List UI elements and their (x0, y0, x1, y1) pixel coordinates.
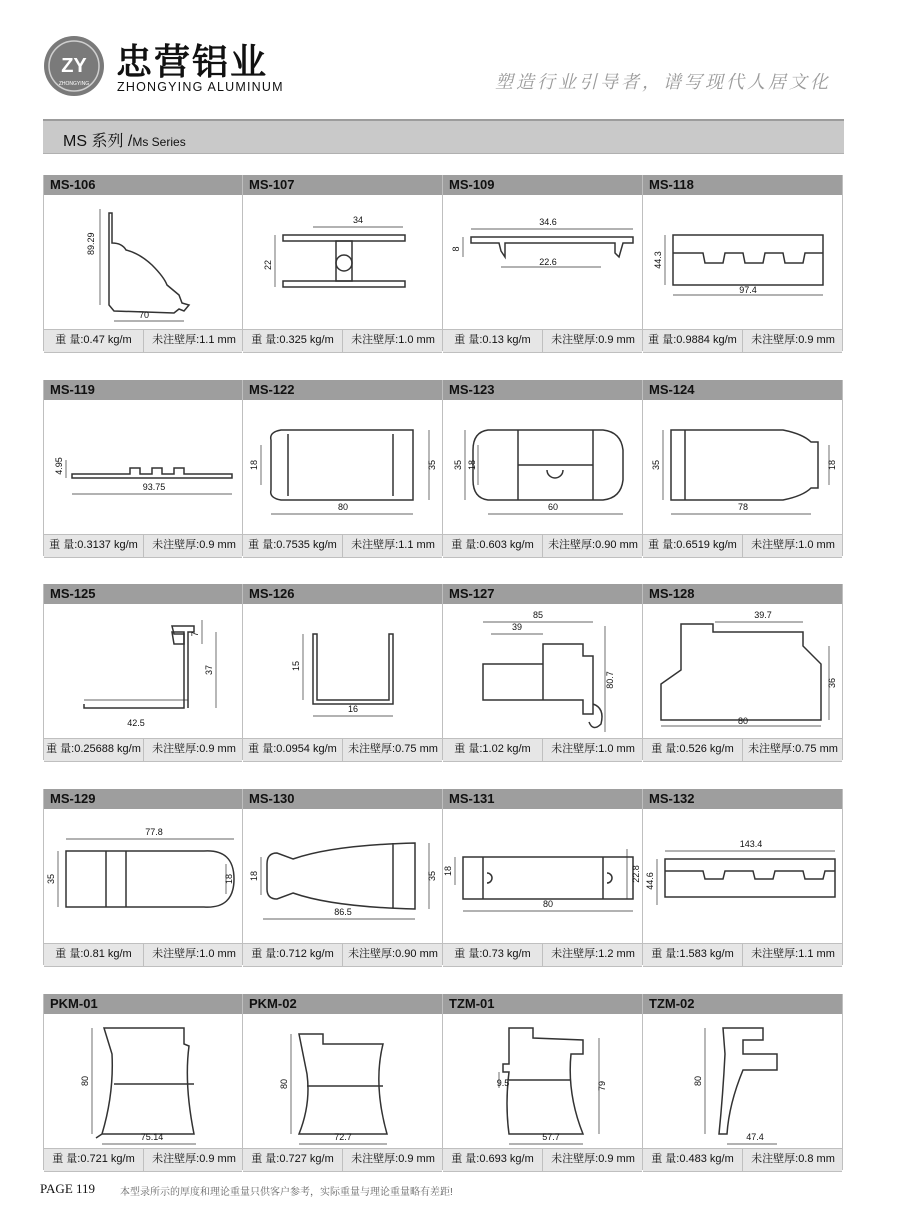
thickness-cell (343, 535, 443, 557)
profile-code: MS-123 (443, 380, 642, 400)
dimension-label: 34.6 (539, 217, 557, 227)
profile-card (43, 994, 243, 1170)
thickness-cell (144, 330, 244, 352)
dimension-label: 22 (263, 259, 273, 271)
weight-value: 0.13 kg/m (482, 334, 531, 346)
brand-name-en: ZHONGYING ALUMINUM (117, 80, 284, 94)
thickness-value: 0.9 mm (798, 334, 835, 346)
profile-card (243, 175, 443, 351)
thickness-value: 0.90 mm (395, 948, 438, 960)
thickness-label: 未注壁厚: (751, 1153, 799, 1165)
weight-cell (443, 739, 543, 761)
weight-label: 重 量: (52, 1153, 81, 1165)
thickness-label: 未注壁厚: (152, 334, 200, 346)
dimension-label: 18 (249, 459, 259, 471)
profile-card (643, 994, 843, 1170)
dimension-label: 80.7 (605, 671, 615, 689)
weight-label: 重 量: (46, 743, 75, 755)
dimension-label: 22.8 (631, 865, 641, 883)
thickness-label: 未注壁厚: (551, 743, 599, 755)
thickness-label: 未注壁厚: (348, 948, 396, 960)
dimension-label: 80 (693, 1075, 703, 1087)
weight-cell (643, 944, 743, 966)
profile-code: MS-109 (443, 175, 642, 195)
dimension-label: 4.95 (54, 457, 64, 475)
thickness-cell (144, 1149, 244, 1171)
dimension-label: 15 (291, 660, 301, 672)
dimension-label: 80 (542, 899, 554, 909)
weight-label: 重 量: (451, 539, 480, 551)
profile-drawing (243, 1014, 442, 1148)
profile-drawing (44, 809, 242, 943)
profile-spec-bar (443, 1148, 642, 1172)
dimension-label: 9.5 (496, 1078, 510, 1088)
thickness-label: 未注壁厚: (351, 539, 399, 551)
dimension-label: 57.7 (542, 1132, 560, 1142)
weight-label: 重 量: (248, 743, 277, 755)
profile-section-diagram (243, 604, 443, 738)
weight-cell (643, 330, 743, 352)
weight-label: 重 量: (651, 743, 680, 755)
weight-value: 0.325 kg/m (279, 334, 334, 346)
thickness-label: 未注壁厚: (351, 1153, 399, 1165)
dimension-label: 85 (532, 610, 544, 620)
profile-code: MS-128 (643, 584, 842, 604)
profile-code: MS-127 (443, 584, 642, 604)
weight-cell (243, 1149, 343, 1171)
profile-drawing (643, 195, 842, 329)
profile-card (43, 584, 243, 760)
dimension-label: 35 (453, 459, 463, 471)
thickness-cell (743, 330, 843, 352)
profile-drawing (643, 400, 842, 534)
dimension-label: 18 (249, 870, 259, 882)
weight-label: 重 量: (648, 539, 677, 551)
profile-card (243, 994, 443, 1170)
thickness-label: 未注壁厚: (152, 948, 200, 960)
profile-drawing (443, 400, 642, 534)
profile-section-diagram (44, 809, 244, 943)
profile-card (243, 380, 443, 556)
thickness-cell (144, 739, 244, 761)
thickness-label: 未注壁厚: (351, 334, 399, 346)
weight-cell (243, 330, 343, 352)
dimension-label: 16 (347, 704, 359, 714)
profile-drawing (243, 400, 442, 534)
profile-section-diagram (44, 195, 244, 329)
series-title-bar (43, 119, 844, 154)
profile-spec-bar (443, 329, 642, 353)
profile-card (643, 789, 843, 965)
weight-cell (443, 1149, 543, 1171)
thickness-label: 未注壁厚: (152, 1153, 200, 1165)
thickness-value: 1.0 mm (199, 948, 236, 960)
profile-drawing (443, 195, 642, 329)
dimension-label: 22.6 (539, 257, 557, 267)
profile-section-diagram (44, 604, 244, 738)
thickness-value: 0.9 mm (598, 334, 635, 346)
weight-value: 0.9884 kg/m (676, 334, 737, 346)
profile-card (443, 994, 643, 1170)
logo-text: ZY (61, 55, 87, 77)
weight-value: 0.0954 kg/m (276, 743, 337, 755)
dimension-label: 77.8 (145, 827, 163, 837)
thickness-cell (343, 330, 443, 352)
profile-section-diagram (643, 400, 843, 534)
dimension-label: 78 (737, 502, 749, 512)
profile-spec-bar (44, 738, 242, 762)
thickness-cell (144, 944, 244, 966)
thickness-label: 未注壁厚: (152, 539, 200, 551)
brand-name-cn: 忠营铝业 (116, 42, 269, 83)
profile-spec-bar (243, 1148, 442, 1172)
weight-label: 重 量: (55, 948, 84, 960)
dimension-label: 143.4 (739, 839, 763, 849)
profile-spec-bar (643, 534, 842, 558)
dimension-label: 60 (547, 502, 559, 512)
dimension-label: 18 (443, 865, 453, 877)
weight-value: 0.712 kg/m (279, 948, 334, 960)
weight-value: 0.25688 kg/m (74, 743, 141, 755)
thickness-label: 未注壁厚: (551, 334, 599, 346)
weight-cell (643, 1149, 743, 1171)
profile-drawing (44, 400, 242, 534)
page-number: PAGE 119 (40, 1181, 96, 1196)
weight-cell (44, 1149, 144, 1171)
thickness-cell (543, 739, 643, 761)
profile-section-diagram (243, 195, 443, 329)
thickness-value: 0.9 mm (398, 1153, 435, 1165)
dimension-label: 42.5 (127, 718, 145, 728)
weight-label: 重 量: (248, 539, 277, 551)
weight-cell (44, 944, 144, 966)
weight-cell (243, 739, 343, 761)
profile-drawing (643, 809, 842, 943)
weight-label: 重 量: (651, 1153, 680, 1165)
dimension-label: 97.4 (739, 285, 757, 295)
profile-section-diagram (243, 400, 443, 534)
profile-section-diagram (643, 604, 843, 738)
profile-row (43, 175, 844, 351)
profile-section-diagram (44, 400, 244, 534)
profile-spec-bar (243, 329, 442, 353)
dimension-label: 75.14 (140, 1132, 164, 1142)
dimension-label: 18 (224, 873, 234, 885)
weight-label: 重 量: (55, 334, 84, 346)
profile-card (443, 584, 643, 760)
profile-code: MS-130 (243, 789, 442, 809)
dimension-label: 44.3 (653, 251, 663, 269)
profile-code: MS-124 (643, 380, 842, 400)
thickness-value: 1.1 mm (199, 334, 236, 346)
weight-label: 重 量: (651, 948, 680, 960)
weight-value: 0.526 kg/m (679, 743, 734, 755)
thickness-cell (543, 535, 643, 557)
weight-cell (443, 330, 543, 352)
thickness-value: 0.9 mm (598, 1153, 635, 1165)
profile-spec-bar (643, 329, 842, 353)
profile-drawing (44, 1014, 242, 1148)
thickness-label: 未注壁厚: (751, 948, 799, 960)
dimension-label: 80 (737, 716, 749, 726)
thickness-value: 0.8 mm (798, 1153, 835, 1165)
dimension-label: 93.75 (142, 482, 166, 492)
weight-value: 0.721 kg/m (80, 1153, 135, 1165)
profile-section-diagram (643, 1014, 843, 1148)
thickness-cell (743, 1149, 843, 1171)
weight-cell (443, 535, 543, 557)
weight-value: 0.727 kg/m (279, 1153, 334, 1165)
profile-section-diagram (443, 809, 643, 943)
weight-value: 0.483 kg/m (679, 1153, 734, 1165)
page-header (0, 0, 900, 110)
profile-drawing (243, 604, 442, 738)
dimension-label: 44.6 (645, 872, 655, 890)
dimension-label: 79 (597, 1080, 607, 1092)
weight-label: 重 量: (49, 539, 78, 551)
profile-section-diagram (243, 809, 443, 943)
profile-row (43, 789, 844, 965)
thickness-value: 1.1 mm (798, 948, 835, 960)
profile-section-diagram (643, 809, 843, 943)
profile-spec-bar (44, 1148, 242, 1172)
weight-value: 1.583 kg/m (679, 948, 734, 960)
profile-code: PKM-02 (243, 994, 442, 1014)
profile-section-diagram (443, 1014, 643, 1148)
profile-card (643, 380, 843, 556)
dimension-label: 7 (190, 631, 200, 637)
profile-spec-bar (443, 943, 642, 967)
profile-code: MS-129 (44, 789, 242, 809)
profile-spec-bar (44, 943, 242, 967)
profile-drawing (643, 604, 842, 738)
thickness-cell (743, 739, 843, 761)
thickness-value: 0.9 mm (199, 1153, 236, 1165)
dimension-label: 80 (337, 502, 349, 512)
profile-spec-bar (643, 1148, 842, 1172)
thickness-cell (743, 535, 843, 557)
profile-code: MS-106 (44, 175, 242, 195)
profile-card (43, 789, 243, 965)
profile-code: MS-119 (44, 380, 242, 400)
dimension-label: 8 (451, 246, 461, 252)
profile-drawing (243, 195, 442, 329)
profile-drawing (443, 1014, 642, 1148)
thickness-cell (543, 1149, 643, 1171)
thickness-label: 未注壁厚: (751, 539, 799, 551)
profile-row (43, 584, 844, 760)
profile-code: MS-118 (643, 175, 842, 195)
profile-spec-bar (243, 943, 442, 967)
dimension-label: 39.7 (754, 610, 772, 620)
weight-label: 重 量: (251, 1153, 280, 1165)
weight-cell (44, 535, 144, 557)
weight-value: 1.02 kg/m (482, 743, 531, 755)
profile-spec-bar (643, 738, 842, 762)
dimension-label: 35 (427, 870, 437, 882)
dimension-label: 80 (279, 1078, 289, 1090)
weight-label: 重 量: (454, 948, 483, 960)
dimension-label: 34 (352, 215, 364, 225)
thickness-label: 未注壁厚: (548, 539, 596, 551)
thickness-value: 0.75 mm (795, 743, 838, 755)
weight-label: 重 量: (251, 334, 280, 346)
dimension-label: 70 (138, 310, 150, 320)
dimension-label: 35 (46, 873, 56, 885)
profile-code: MS-132 (643, 789, 842, 809)
weight-value: 0.47 kg/m (83, 334, 132, 346)
weight-cell (443, 944, 543, 966)
profile-card (443, 380, 643, 556)
profile-card (643, 584, 843, 760)
profile-spec-bar (443, 534, 642, 558)
profile-row (43, 380, 844, 556)
profile-code: PKM-01 (44, 994, 242, 1014)
profile-card (43, 175, 243, 351)
thickness-value: 0.90 mm (595, 539, 638, 551)
profile-drawing (44, 195, 242, 329)
weight-label: 重 量: (251, 948, 280, 960)
thickness-cell (543, 330, 643, 352)
weight-cell (44, 739, 144, 761)
profile-code: MS-125 (44, 584, 242, 604)
profile-section-diagram (443, 400, 643, 534)
profile-spec-bar (443, 738, 642, 762)
dimension-label: 36 (827, 677, 837, 689)
thickness-label: 未注壁厚: (748, 743, 796, 755)
profile-code: MS-122 (243, 380, 442, 400)
thickness-value: 1.0 mm (598, 743, 635, 755)
thickness-cell (144, 535, 244, 557)
thickness-label: 未注壁厚: (348, 743, 396, 755)
thickness-cell (543, 944, 643, 966)
profile-code: MS-107 (243, 175, 442, 195)
thickness-value: 1.0 mm (398, 334, 435, 346)
logo-small-text: ZHONGYING (58, 81, 90, 87)
slogan: 塑造行业引导者，谱写现代人居文化 (495, 72, 831, 93)
weight-label: 重 量: (454, 743, 483, 755)
profile-code: MS-126 (243, 584, 442, 604)
thickness-value: 0.9 mm (199, 743, 236, 755)
weight-value: 0.73 kg/m (482, 948, 531, 960)
weight-label: 重 量: (454, 334, 483, 346)
weight-cell (243, 535, 343, 557)
thickness-value: 1.1 mm (398, 539, 435, 551)
weight-cell (643, 535, 743, 557)
weight-cell (44, 330, 144, 352)
profile-drawing (443, 604, 642, 738)
profile-code: TZM-01 (443, 994, 642, 1014)
profile-code: MS-131 (443, 789, 642, 809)
profile-drawing (243, 809, 442, 943)
profile-section-diagram (443, 604, 643, 738)
zhongying-logo (43, 35, 105, 97)
thickness-cell (343, 739, 443, 761)
dimension-label: 80 (80, 1075, 90, 1087)
profile-card (443, 175, 643, 351)
weight-cell (643, 739, 743, 761)
dimension-label: 18 (827, 459, 837, 471)
profile-spec-bar (243, 738, 442, 762)
profile-spec-bar (44, 329, 242, 353)
profile-drawing (44, 604, 242, 738)
dimension-label: 47.4 (746, 1132, 764, 1142)
profile-section-diagram (44, 1014, 244, 1148)
profile-card (43, 380, 243, 556)
profile-code: TZM-02 (643, 994, 842, 1014)
thickness-cell (743, 944, 843, 966)
profile-drawing (643, 1014, 842, 1148)
thickness-value: 1.2 mm (598, 948, 635, 960)
profile-card (643, 175, 843, 351)
profile-section-diagram (643, 195, 843, 329)
series-title: MS 系列 /Ms Series (63, 133, 186, 150)
profile-spec-bar (243, 534, 442, 558)
thickness-value: 1.0 mm (798, 539, 835, 551)
thickness-label: 未注壁厚: (152, 743, 200, 755)
weight-value: 0.693 kg/m (479, 1153, 534, 1165)
weight-label: 重 量: (451, 1153, 480, 1165)
dimension-label: 35 (427, 459, 437, 471)
weight-cell (243, 944, 343, 966)
profile-section-diagram (443, 195, 643, 329)
dimension-label: 39 (511, 622, 523, 632)
profile-card (243, 584, 443, 760)
dimension-label: 18 (467, 459, 477, 471)
profile-row (43, 994, 844, 1170)
dimension-label: 72.7 (334, 1132, 352, 1142)
thickness-cell (343, 944, 443, 966)
weight-value: 0.3137 kg/m (77, 539, 138, 551)
profile-spec-bar (643, 943, 842, 967)
profile-section-diagram (243, 1014, 443, 1148)
dimension-label: 35 (651, 459, 661, 471)
weight-value: 0.6519 kg/m (676, 539, 737, 551)
dimension-label: 89.29 (86, 232, 96, 255)
weight-value: 0.7535 kg/m (276, 539, 337, 551)
thickness-label: 未注壁厚: (751, 334, 799, 346)
thickness-value: 0.9 mm (199, 539, 236, 551)
profile-drawing (443, 809, 642, 943)
thickness-label: 未注壁厚: (551, 948, 599, 960)
weight-value: 0.81 kg/m (83, 948, 132, 960)
dimension-label: 86.5 (334, 907, 352, 917)
thickness-value: 0.75 mm (395, 743, 438, 755)
profile-card (443, 789, 643, 965)
profile-spec-bar (44, 534, 242, 558)
weight-value: 0.603 kg/m (479, 539, 534, 551)
thickness-cell (343, 1149, 443, 1171)
profile-card (243, 789, 443, 965)
weight-label: 重 量: (648, 334, 677, 346)
disclaimer-note: 本型录所示的厚度和理论重量只供客户参考，实际重量与理论重量略有差距! (120, 1187, 453, 1198)
thickness-label: 未注壁厚: (551, 1153, 599, 1165)
dimension-label: 37 (204, 664, 214, 676)
